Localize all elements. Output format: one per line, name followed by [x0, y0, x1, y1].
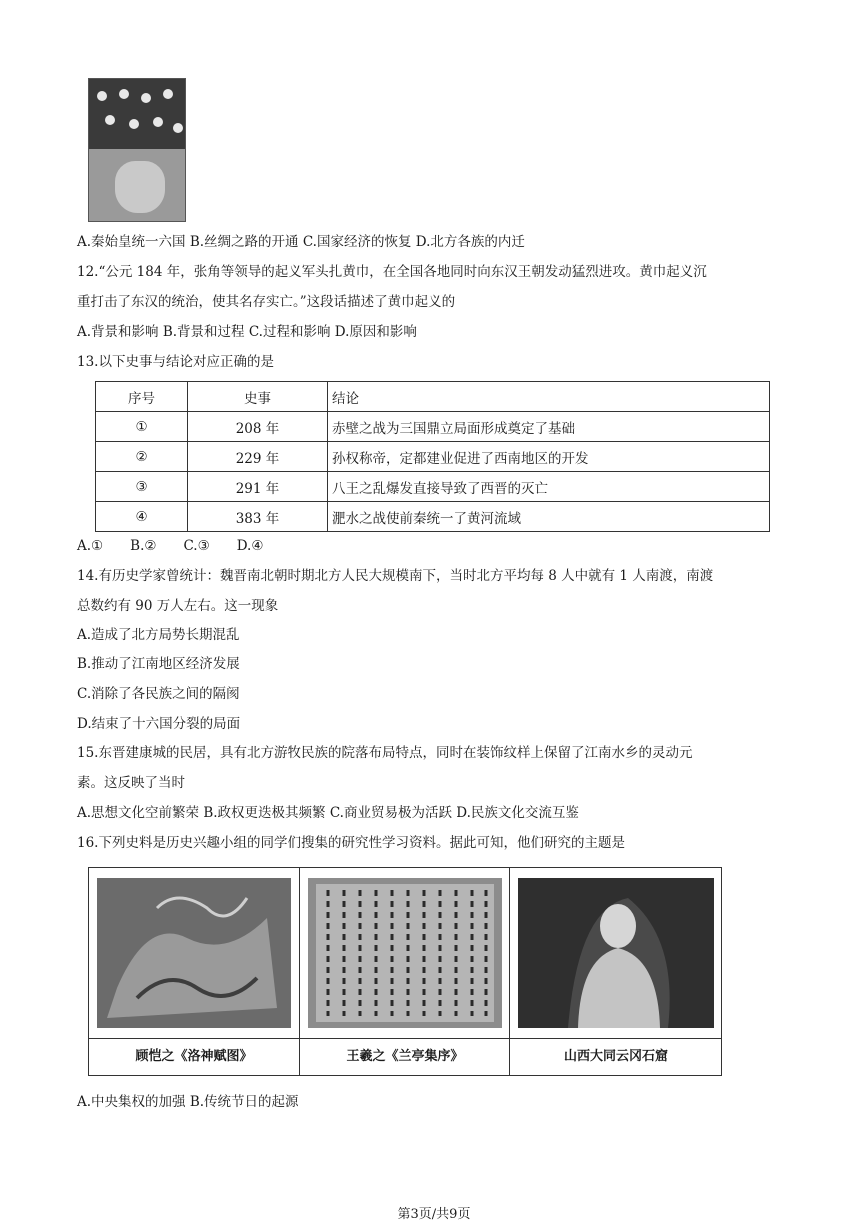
q11-options: A.秦始皇统一六国 B.丝绸之路的开通 C.国家经济的恢复 D.北方各族的内迁 — [77, 234, 525, 250]
pattern-dot — [119, 89, 129, 99]
table-cell: 208 年 — [188, 412, 328, 442]
caption-lanting: 王羲之《兰亭集序》 — [300, 1038, 510, 1075]
q14-option-b: B.推动了江南地区经济发展 — [77, 656, 240, 672]
q14-option-d: D.结束了十六国分裂的局面 — [77, 716, 241, 732]
q15-stem-line1: 15.东晋建康城的民居，具有北方游牧民族的院落布局特点，同时在装饰纹样上保留了江南水乡的灵动元 — [77, 745, 693, 761]
q14-option-c: C.消除了各民族之间的隔阂 — [77, 686, 240, 702]
grotto-image — [518, 878, 714, 1028]
pattern-dot — [105, 115, 115, 125]
figure-grotto — [509, 868, 722, 1075]
q15-stem-line2: 素。这反映了当时 — [77, 775, 185, 791]
table-cell: ② — [96, 442, 188, 472]
q16-image-table — [88, 867, 722, 1076]
caption-yungang: 山西大同云冈石窟 — [510, 1038, 722, 1075]
header-cell: 序号 — [96, 382, 188, 412]
q12-options: A.背景和影响 B.背景和过程 C.过程和影响 D.原因和影响 — [77, 324, 417, 340]
pattern-dot — [163, 89, 173, 99]
q13-stem: 13.以下史事与结论对应正确的是 — [77, 354, 274, 370]
table-cell: ④ — [96, 502, 188, 532]
figure-painting — [89, 868, 299, 1075]
table-cell: 383 年 — [188, 502, 328, 532]
pattern-dot — [153, 117, 163, 127]
figure-calligraphy — [299, 868, 510, 1075]
table-row — [96, 442, 770, 472]
q16-stem: 16.下列史料是历史兴趣小组的同学们搜集的研究性学习资料。据此可知，他们研究的主题是 — [77, 835, 625, 851]
table-cell: ① — [96, 412, 188, 442]
history-table — [95, 381, 770, 532]
q16-options: A.中央集权的加强 B.传统节日的起源 — [77, 1094, 299, 1110]
q12-stem-line1: 12.“公元 184 年，张角等领导的起义军头扎黄巾，在全国各地同时向东汉王朝发动猛烈进攻。黄巾起义沉 — [77, 264, 707, 280]
table-cell: 孙权称帝，定都建业促进了西南地区的开发 — [328, 442, 770, 472]
table-cell: 229 年 — [188, 442, 328, 472]
q14-stem-line1: 14.有历史学家曾统计：魏晋南北朝时期北方人民大规模南下，当时北方平均每 8 人中就有 1 人南渡，南渡 — [77, 568, 714, 584]
question-11-image — [88, 78, 186, 222]
table-cell: 291 年 — [188, 472, 328, 502]
header-cell: 史事 — [188, 382, 328, 412]
header-cell: 结论 — [328, 382, 770, 412]
pattern-dot — [129, 119, 139, 129]
page-number: 第3页/共9页 — [397, 1207, 471, 1222]
pattern-dot — [173, 123, 183, 133]
q13-options: A.① B.② C.③ D.④ — [77, 538, 264, 554]
calligraphy-image — [308, 878, 502, 1028]
q12-stem-line2: 重打击了东汉的统治，使其名存实亡。”这段话描述了黄巾起义的 — [77, 294, 456, 310]
table-cell: 八王之乱爆发直接导致了西晋的灭亡 — [328, 472, 770, 502]
pattern-dot — [141, 93, 151, 103]
patterned-fabric-area — [89, 79, 185, 149]
pattern-dot — [97, 91, 107, 101]
q15-options: A.思想文化空前繁荣 B.政权更迭极其频繁 C.商业贸易极为活跃 D.民族文化交流互鉴 — [77, 805, 579, 821]
table-cell: 淝水之战使前秦统一了黄河流域 — [328, 502, 770, 532]
painting-image — [97, 878, 291, 1028]
table-cell: ③ — [96, 472, 188, 502]
table-row — [96, 472, 770, 502]
table-cell: 赤壁之战为三国鼎立局面形成奠定了基础 — [328, 412, 770, 442]
table-row — [96, 502, 770, 532]
q14-stem-line2: 总数约有 90 万人左右。这一现象 — [77, 598, 279, 614]
caption-luoshen: 顾恺之《洛神赋图》 — [89, 1038, 299, 1075]
table-header-row — [96, 382, 770, 412]
face-figure — [115, 161, 165, 213]
q14-option-a: A.造成了北方局势长期混乱 — [77, 627, 240, 643]
table-row — [96, 412, 770, 442]
